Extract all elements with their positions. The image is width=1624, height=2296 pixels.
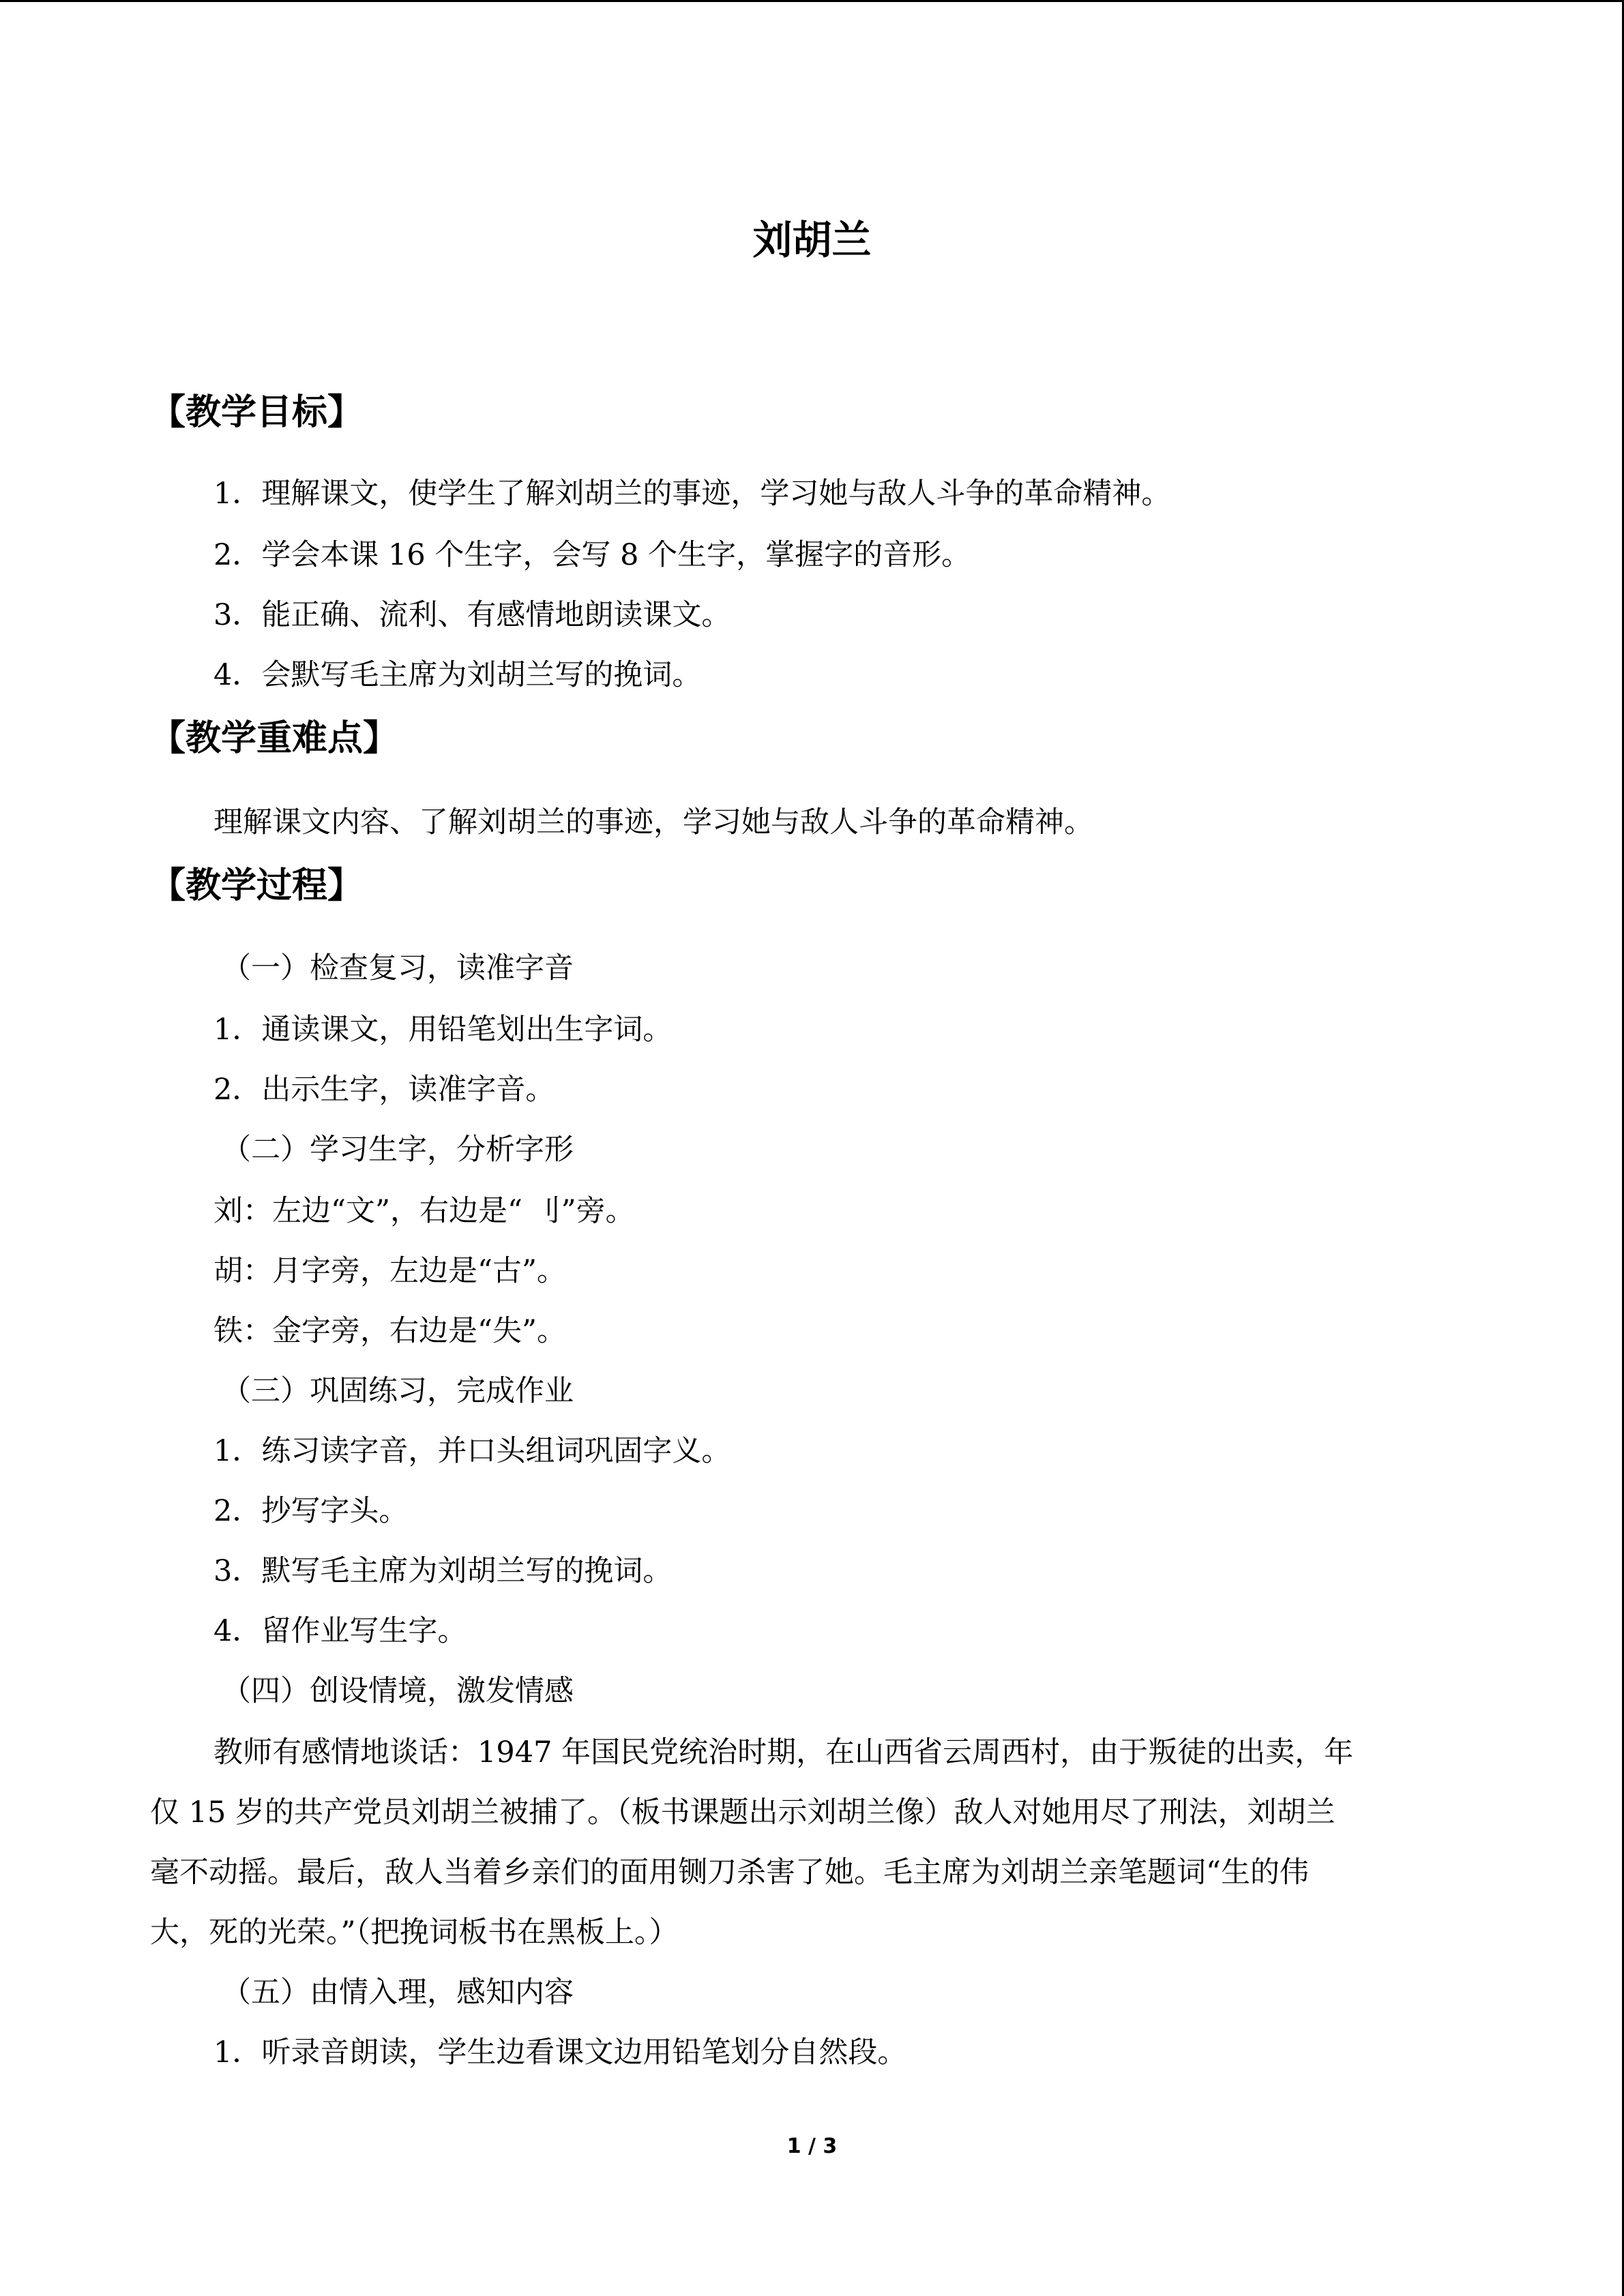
goal-item: 2．学会本课 16 个生字，会写 8 个生字，掌握字的音形。 [213,538,971,572]
step-title: （三）巩固练习，完成作业 [222,1374,574,1408]
step-item: 1．练习读字音，并口头组词巩固字义。 [213,1434,731,1468]
step-title: （五）由情入理，感知内容 [222,1976,574,2010]
step-title: （二）学习生字，分析字形 [222,1133,574,1167]
step-item: 刘：左边“文”，右边是“ 刂”旁。 [213,1194,635,1228]
step-item: 2．抄写字头。 [213,1494,409,1528]
goals-heading: 【教学目标】 [150,392,364,433]
key-points-heading: 【教学重难点】 [150,718,399,759]
step-item: 1．听录音朗读，学生边看课文边用铅笔划分自然段。 [213,2036,907,2070]
paragraph-line: 毫不动摇。最后，敌人当着乡亲们的面用铡刀杀害了她。毛主席为刘胡兰亲笔题词“生的伟 [150,1855,1309,1890]
document-title: 刘胡兰 [752,217,872,263]
step-title: （一）检查复习，读准字音 [222,951,574,985]
step-item: 1．通读课文，用铅笔划出生字词。 [213,1013,673,1047]
process-heading: 【教学过程】 [150,865,364,906]
step-title: （四）创设情境，激发情感 [222,1674,574,1708]
paragraph-line: 仅 15 岁的共产党员刘胡兰被捕了。（板书课题出示刘胡兰像）敌人对她用尽了刑法，刘胡兰 [150,1795,1335,1830]
step-item: 胡：月字旁，左边是“古”。 [213,1254,566,1288]
goal-item: 4．会默写毛主席为刘胡兰写的挽词。 [213,658,702,692]
key-points-text: 理解课文内容、了解刘胡兰的事迹，学习她与敌人斗争的革命精神。 [213,805,1093,839]
goal-item: 3．能正确、流利、有感情地朗读课文。 [213,598,731,632]
step-item: 3．默写毛主席为刘胡兰写的挽词。 [213,1554,673,1588]
paragraph-line: 教师有感情地谈话：1947 年国民党统治时期，在山西省云周西村，由于叛徒的出卖，年 [213,1735,1354,1770]
goal-item: 1．理解课文，使学生了解刘胡兰的事迹，学习她与敌人斗争的革命精神。 [213,477,1171,511]
step-item: 4．留作业写生字。 [213,1614,467,1648]
step-item: 铁：金字旁，右边是“失”。 [213,1314,566,1348]
page-top-border [0,0,1624,2]
page-indicator: 1 / 3 [786,2134,838,2158]
step-item: 2．出示生字，读准字音。 [213,1073,555,1107]
paragraph-line: 大，死的光荣。”（把挽词板书在黑板上。） [150,1915,679,1950]
